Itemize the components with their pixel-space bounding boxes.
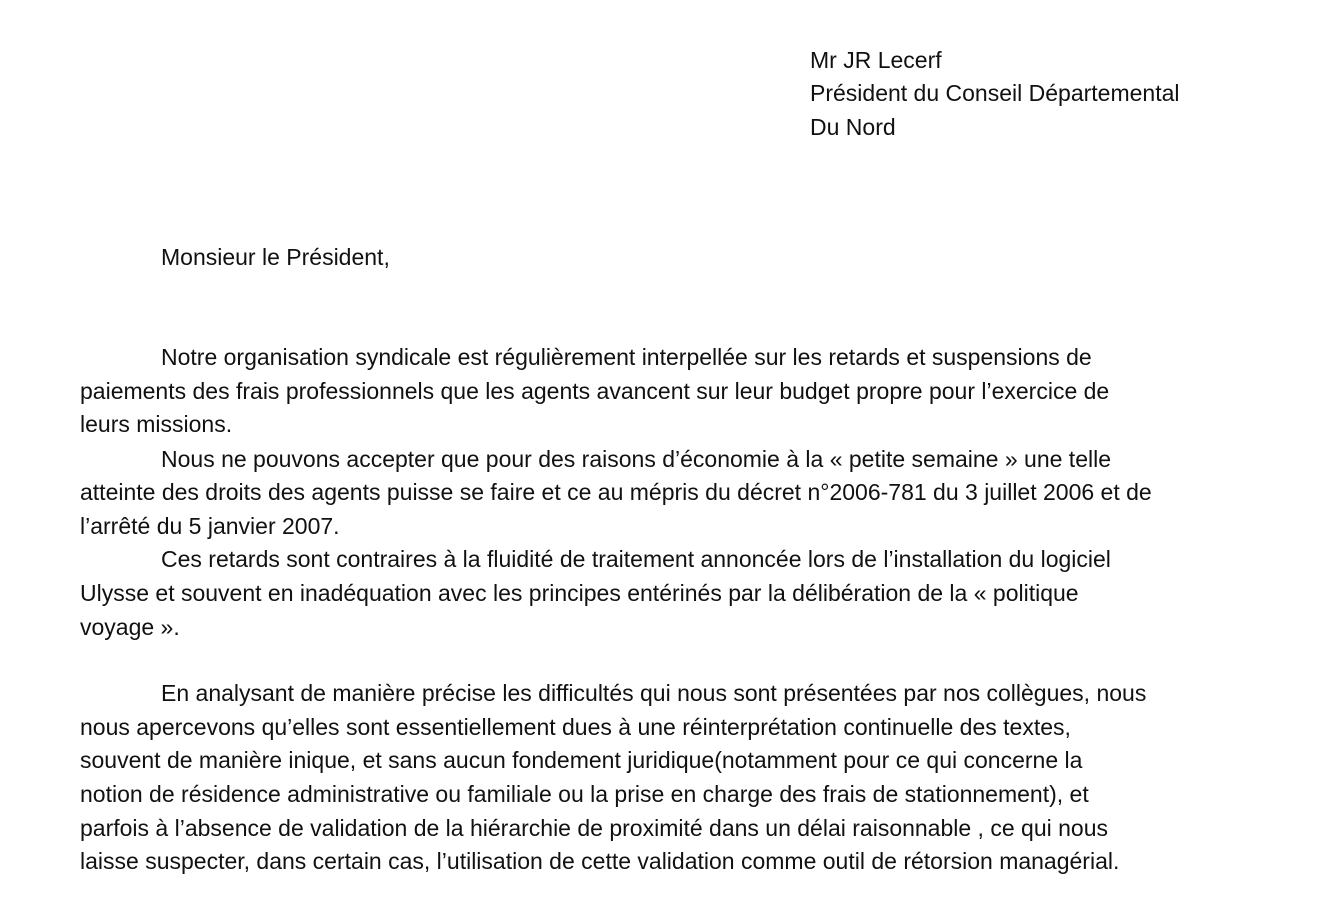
body-line: Ulysse et souvent en inadéquation avec les principes entérinés par la délibération de la « politique [80,580,1079,606]
body-line: laisse suspecter, dans certain cas, l’utilisation de cette validation comme outil de rétorsion managérial. [80,848,1120,874]
body-line: atteinte des droits des agents puisse se faire et ce au mépris du décret n°2006-781 du 3 juillet 2006 et de [80,479,1152,505]
recipient-line: Du Nord [810,114,896,140]
body-line: l’arrêté du 5 janvier 2007. [80,513,340,539]
body-line: parfois à l’absence de validation de la hiérarchie de proximité dans un délai raisonnable , ce qui nous [80,815,1108,841]
body-line: nous apercevons qu’elles sont essentiellement dues à une réinterprétation continuelle des textes, [80,714,1071,740]
body-line: Notre organisation syndicale est régulièrement interpellée sur les retards et suspensions de [161,344,1092,370]
body-line: En analysant de manière précise les difficultés qui nous sont présentées par nos collègues, nous [161,680,1147,706]
body-line: notion de résidence administrative ou familiale ou la prise en charge des frais de stationnement), et [80,781,1089,807]
body-line: Nous ne pouvons accepter que pour des raisons d’économie à la « petite semaine » une telle [161,446,1111,472]
body-line: souvent de manière inique, et sans aucun fondement juridique(notamment pour ce qui concerne la [80,747,1083,773]
salutation: Monsieur le Président, [161,244,390,270]
body-line: paiements des frais professionnels que les agents avancent sur leur budget propre pour l’exercice de [80,378,1110,404]
recipient-line: Président du Conseil Départemental [810,80,1180,106]
body-line: voyage ». [80,614,180,640]
recipient-line: Mr JR Lecerf [810,47,942,73]
body-line: leurs missions. [80,411,233,437]
body-line: Ces retards sont contraires à la fluidité de traitement annoncée lors de l’installation du logiciel [161,546,1111,572]
